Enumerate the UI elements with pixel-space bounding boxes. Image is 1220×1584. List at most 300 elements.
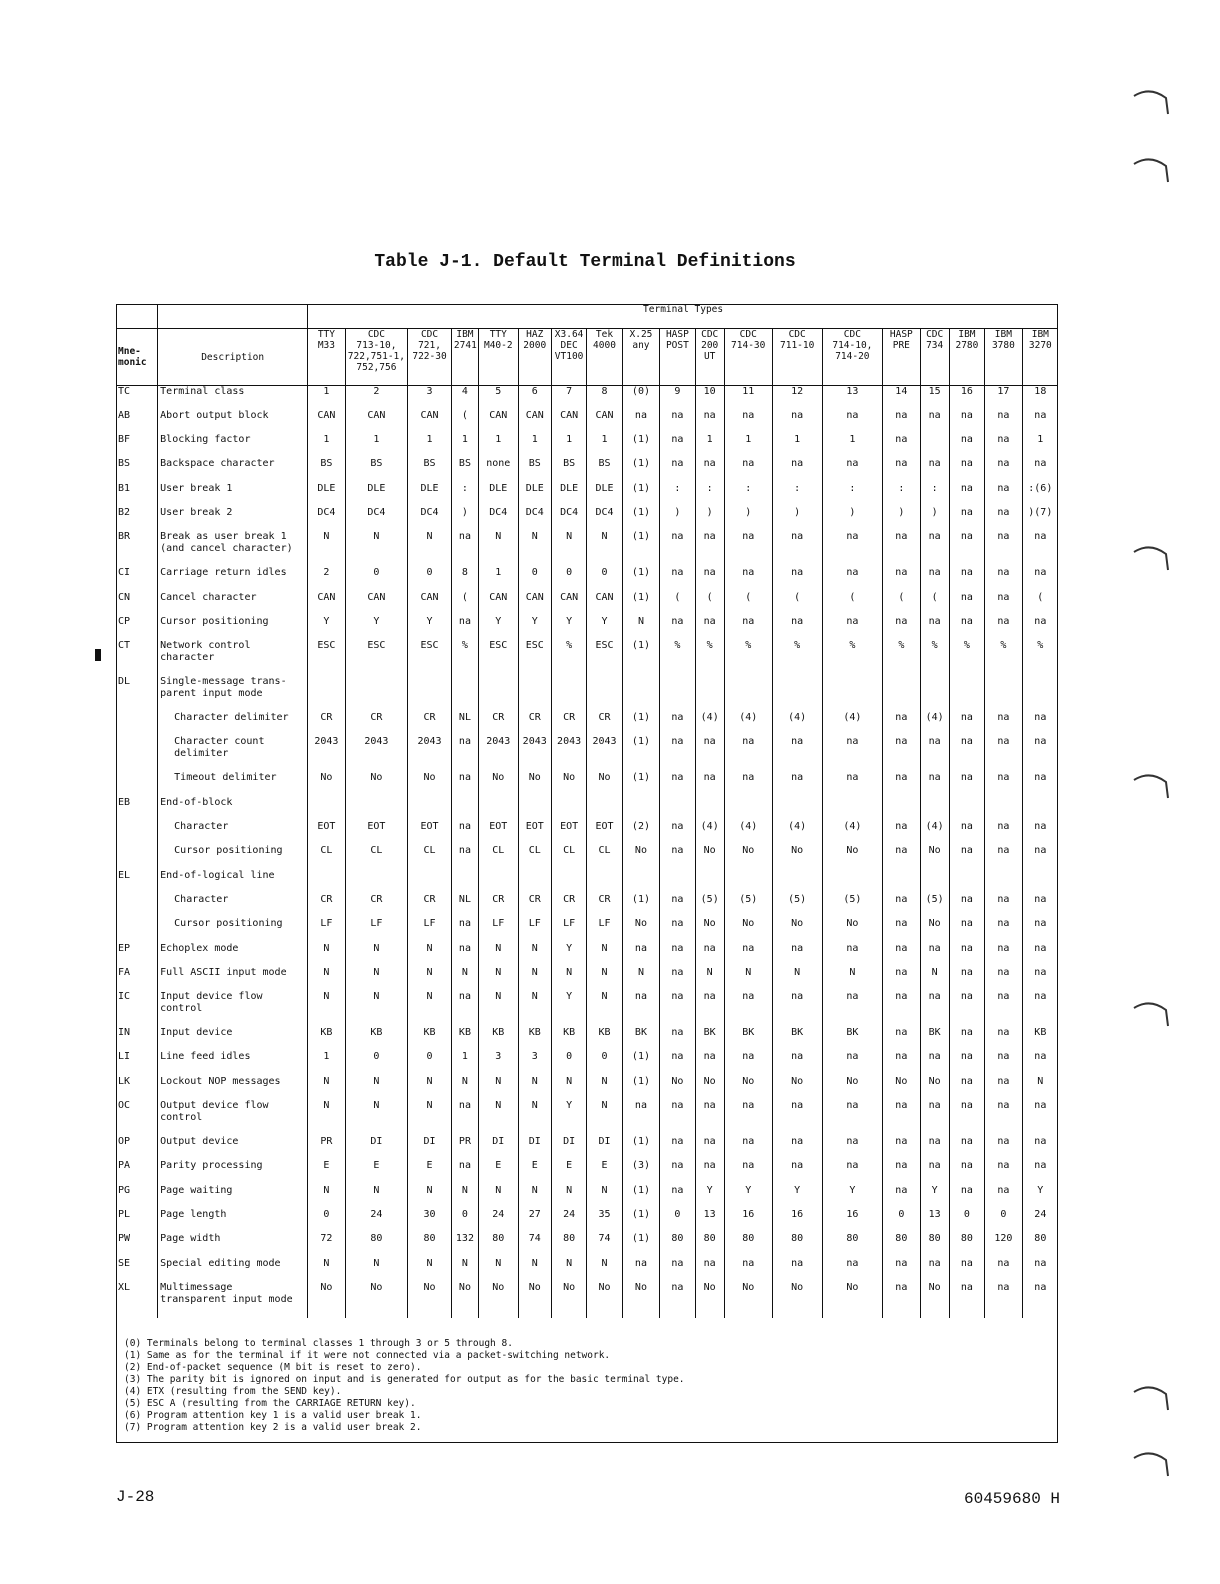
description-cell: Carriage return idles <box>158 567 308 591</box>
value-cell: N <box>518 1258 551 1282</box>
value-cell <box>985 797 1023 821</box>
value-cell: na <box>985 1051 1023 1075</box>
value-cell: na <box>985 967 1023 991</box>
value-cell: na <box>920 531 949 567</box>
table-row <box>116 386 1058 410</box>
value-cell: 24 <box>478 1209 518 1233</box>
value-cell: 27 <box>518 1209 551 1233</box>
value-cell: ) <box>822 507 882 531</box>
value-cell: EOT <box>518 821 551 845</box>
table-row <box>116 821 1058 845</box>
value-cell: 2043 <box>551 736 586 772</box>
value-cell: (5) <box>920 894 949 918</box>
value-cell: No <box>518 772 551 796</box>
value-cell: 16 <box>822 1209 882 1233</box>
value-cell: EOT <box>345 821 408 845</box>
value-cell: 1 <box>345 434 408 458</box>
value-cell: na <box>883 821 921 845</box>
value-cell: 16 <box>724 1209 772 1233</box>
value-cell <box>587 676 622 712</box>
value-cell: 8 <box>587 386 622 410</box>
mnemonic-cell: CT <box>118 640 131 652</box>
value-cell: na <box>1022 458 1058 482</box>
value-cell: 14 <box>883 386 921 410</box>
value-cell: % <box>695 640 724 676</box>
value-cell: ( <box>1022 592 1058 616</box>
value-cell: na <box>883 1160 921 1184</box>
value-cell: N <box>478 943 518 967</box>
table-row <box>116 1136 1058 1160</box>
value-cell: CAN <box>551 592 586 616</box>
value-cell: DC4 <box>308 507 346 531</box>
value-cell: N <box>308 943 346 967</box>
mnemonic-cell <box>116 918 158 942</box>
value-cell: : <box>695 483 724 507</box>
table-row <box>116 1160 1058 1184</box>
mnemonic-cell: PG <box>118 1184 131 1196</box>
value-cell: na <box>660 967 695 991</box>
table-row <box>116 567 1058 591</box>
table-row <box>116 991 1058 1027</box>
value-cell <box>408 797 452 821</box>
value-cell: DI <box>345 1136 408 1160</box>
value-cell: % <box>660 640 695 676</box>
description-cell: Abort output block <box>158 410 308 434</box>
value-cell: BK <box>695 1027 724 1051</box>
value-cell: na <box>695 567 724 591</box>
value-cell: 80 <box>660 1233 695 1257</box>
document-number: 60459680 H <box>963 1490 1060 1508</box>
value-cell: No <box>695 1076 724 1100</box>
value-cell: KB <box>408 1027 452 1051</box>
value-cell: na <box>883 1051 921 1075</box>
value-cell: N <box>478 1100 518 1136</box>
value-cell: na <box>920 991 949 1027</box>
table-row <box>116 531 1058 567</box>
value-cell: na <box>822 1100 882 1136</box>
value-cell: Y <box>587 616 622 640</box>
value-cell <box>772 676 822 712</box>
description-cell: Cursor positioning <box>158 616 308 640</box>
value-cell <box>451 676 478 712</box>
footnote: (0) Terminals belong to terminal classes 1 through 3 or 5 through 8. <box>124 1338 513 1349</box>
value-cell: N <box>345 943 408 967</box>
value-cell: No <box>772 1076 822 1100</box>
value-cell: 0 <box>308 1209 346 1233</box>
value-cell: na <box>1022 712 1058 736</box>
value-cell: CR <box>345 712 408 736</box>
mnemonic-cell <box>116 712 158 736</box>
value-cell: (1) <box>622 894 660 918</box>
value-cell: (0) <box>622 386 660 410</box>
value-cell: ( <box>883 592 921 616</box>
value-cell: (1) <box>622 592 660 616</box>
terminal-type-header: CDC 713-10, 722,751-1, 752,756 <box>345 329 408 386</box>
value-cell: N <box>518 1100 551 1136</box>
value-cell: N <box>308 531 346 567</box>
value-cell <box>518 870 551 894</box>
value-cell: 12 <box>772 386 822 410</box>
value-cell: na <box>1022 967 1058 991</box>
value-cell <box>883 870 921 894</box>
value-cell: 6 <box>518 386 551 410</box>
value-cell: na <box>949 736 984 772</box>
value-cell: na <box>451 736 478 772</box>
value-cell: 0 <box>408 1051 452 1075</box>
value-cell: EOT <box>587 821 622 845</box>
value-cell: No <box>883 1076 921 1100</box>
value-cell <box>660 676 695 712</box>
value-cell: 1 <box>587 434 622 458</box>
value-cell: No <box>822 1282 882 1318</box>
value-cell <box>587 870 622 894</box>
terminal-type-header: IBM 2780 <box>949 329 984 386</box>
value-cell: DLE <box>587 483 622 507</box>
value-cell: 2043 <box>308 736 346 772</box>
value-cell: DLE <box>551 483 586 507</box>
value-cell: BK <box>822 1027 882 1051</box>
description-cell: Character <box>158 821 308 845</box>
description-cell: Backspace character <box>158 458 308 482</box>
value-cell: CAN <box>587 592 622 616</box>
footnote: (5) ESC A (resulting from the CARRIAGE RETURN key). <box>124 1398 416 1409</box>
value-cell: na <box>724 1258 772 1282</box>
table-title: Table J-1. Default Terminal Definitions <box>374 252 796 272</box>
value-cell <box>1022 797 1058 821</box>
value-cell: CR <box>308 894 346 918</box>
mnemonic-cell <box>116 894 158 918</box>
table-row <box>116 410 1058 434</box>
value-cell: No <box>478 772 518 796</box>
value-cell: ( <box>451 410 478 434</box>
value-cell: na <box>949 918 984 942</box>
value-cell: Y <box>695 1185 724 1209</box>
value-cell: N <box>345 531 408 567</box>
value-cell: na <box>1022 410 1058 434</box>
value-cell: na <box>985 894 1023 918</box>
value-cell: CL <box>587 845 622 869</box>
value-cell: na <box>920 1160 949 1184</box>
value-cell: 1 <box>695 434 724 458</box>
value-cell: % <box>1022 640 1058 676</box>
value-cell: N <box>451 1185 478 1209</box>
description-header: Description <box>158 329 308 386</box>
value-cell: DLE <box>408 483 452 507</box>
value-cell: na <box>822 1051 882 1075</box>
description-cell: End-of-block <box>158 797 308 821</box>
value-cell: na <box>695 531 724 567</box>
value-cell: CAN <box>408 592 452 616</box>
table-row <box>116 1051 1058 1075</box>
value-cell: (1) <box>622 434 660 458</box>
table-row <box>116 736 1058 772</box>
terminal-type-header: HASP POST <box>660 329 695 386</box>
value-cell: (1) <box>622 712 660 736</box>
value-cell: N <box>478 531 518 567</box>
value-cell: na <box>660 894 695 918</box>
value-cell: N <box>451 1258 478 1282</box>
value-cell: na <box>772 943 822 967</box>
mnemonic-cell: IN <box>118 1027 131 1039</box>
value-cell: ( <box>660 592 695 616</box>
value-cell: : <box>772 483 822 507</box>
value-cell: na <box>949 1027 984 1051</box>
value-cell: (5) <box>695 894 724 918</box>
value-cell: N <box>478 1258 518 1282</box>
terminal-type-header: IBM 3780 <box>985 329 1023 386</box>
table-row <box>116 894 1058 918</box>
value-cell <box>518 676 551 712</box>
mnemonic-cell: LK <box>118 1075 131 1087</box>
value-cell: na <box>660 918 695 942</box>
value-cell: na <box>660 458 695 482</box>
value-cell <box>408 676 452 712</box>
value-cell: N <box>551 967 586 991</box>
value-cell: (5) <box>772 894 822 918</box>
value-cell: No <box>622 918 660 942</box>
value-cell: na <box>920 1258 949 1282</box>
value-cell: % <box>551 640 586 676</box>
value-cell: : <box>724 483 772 507</box>
mnemonic-cell: B2 <box>118 506 131 518</box>
table-row <box>116 1100 1058 1136</box>
value-cell: na <box>724 410 772 434</box>
value-cell: 0 <box>883 1209 921 1233</box>
footnote: (6) Program attention key 1 is a valid user break 1. <box>124 1410 422 1421</box>
value-cell: No <box>660 1076 695 1100</box>
value-cell <box>587 797 622 821</box>
value-cell: na <box>1022 894 1058 918</box>
mnemonic-cell: XL <box>118 1281 131 1293</box>
value-cell: na <box>822 1160 882 1184</box>
value-cell <box>724 797 772 821</box>
value-cell: na <box>883 434 921 458</box>
value-cell: na <box>985 943 1023 967</box>
footnote: (1) Same as for the terminal if it were not connected via a packet-switching network. <box>124 1350 611 1361</box>
value-cell: (4) <box>822 712 882 736</box>
value-cell: N <box>308 1100 346 1136</box>
value-cell <box>408 870 452 894</box>
value-cell: No <box>551 1282 586 1318</box>
value-cell <box>695 797 724 821</box>
value-cell: na <box>822 410 882 434</box>
value-cell: 74 <box>587 1233 622 1257</box>
mnemonic-cell: CN <box>118 591 131 603</box>
value-cell <box>451 797 478 821</box>
value-cell: No <box>308 1282 346 1318</box>
value-cell: Y <box>551 616 586 640</box>
description-cell: User break 1 <box>158 483 308 507</box>
value-cell: 9 <box>660 386 695 410</box>
value-cell: N <box>408 1258 452 1282</box>
value-cell: 1 <box>478 567 518 591</box>
value-cell: No <box>551 772 586 796</box>
value-cell: N <box>587 1185 622 1209</box>
value-cell: 16 <box>949 386 984 410</box>
value-cell: 2043 <box>518 736 551 772</box>
value-cell: (4) <box>822 821 882 845</box>
value-cell: na <box>660 531 695 567</box>
value-cell: na <box>949 1136 984 1160</box>
value-cell: No <box>587 772 622 796</box>
table-row <box>116 676 1058 712</box>
value-cell: 1 <box>308 434 346 458</box>
value-cell: ) <box>772 507 822 531</box>
value-cell: N <box>345 1185 408 1209</box>
value-cell: N <box>408 1185 452 1209</box>
value-cell: N <box>408 943 452 967</box>
value-cell: na <box>695 1100 724 1136</box>
value-cell: BK <box>920 1027 949 1051</box>
value-cell: No <box>772 1282 822 1318</box>
value-cell: 0 <box>551 1051 586 1075</box>
value-cell <box>308 797 346 821</box>
value-cell: 15 <box>920 386 949 410</box>
footnote: (3) The parity bit is ignored on input and is generated for output as for the basic terminal type. <box>124 1374 685 1385</box>
value-cell: na <box>883 458 921 482</box>
value-cell: CR <box>478 712 518 736</box>
value-cell: na <box>622 410 660 434</box>
value-cell: 0 <box>551 567 586 591</box>
value-cell: ( <box>695 592 724 616</box>
table-row <box>116 943 1058 967</box>
value-cell: na <box>660 616 695 640</box>
table-row <box>116 918 1058 942</box>
value-cell: na <box>695 458 724 482</box>
value-cell: 35 <box>587 1209 622 1233</box>
value-cell: na <box>695 616 724 640</box>
value-cell: na <box>772 772 822 796</box>
value-cell: na <box>985 712 1023 736</box>
value-cell: No <box>920 918 949 942</box>
value-cell: Y <box>1022 1185 1058 1209</box>
value-cell: na <box>1022 531 1058 567</box>
value-cell: % <box>920 640 949 676</box>
value-cell: N <box>518 1076 551 1100</box>
value-cell: na <box>660 1136 695 1160</box>
value-cell: na <box>695 1160 724 1184</box>
value-cell <box>345 676 408 712</box>
value-cell: N <box>551 531 586 567</box>
value-cell: 1 <box>478 434 518 458</box>
value-cell: na <box>883 1258 921 1282</box>
value-cell: PR <box>451 1136 478 1160</box>
mnemonic-cell <box>116 772 158 796</box>
value-cell: Y <box>920 1185 949 1209</box>
value-cell <box>518 797 551 821</box>
mnemonic-cell: EB <box>118 796 131 808</box>
value-cell: DLE <box>308 483 346 507</box>
value-cell: N <box>408 531 452 567</box>
binder-hole-mark <box>1132 88 1172 116</box>
value-cell: E <box>345 1160 408 1184</box>
value-cell: NL <box>451 894 478 918</box>
value-cell: 30 <box>408 1209 452 1233</box>
description-cell: Full ASCII input mode <box>158 967 308 991</box>
value-cell: No <box>822 845 882 869</box>
value-cell: N <box>695 967 724 991</box>
table-row <box>116 640 1058 676</box>
value-cell: Y <box>724 1185 772 1209</box>
table-row <box>116 712 1058 736</box>
value-cell: na <box>660 1185 695 1209</box>
value-cell: DLE <box>518 483 551 507</box>
value-cell <box>822 870 882 894</box>
value-cell: na <box>772 410 822 434</box>
description-cell: Lockout NOP messages <box>158 1076 308 1100</box>
value-cell: 24 <box>345 1209 408 1233</box>
value-cell: N <box>345 1258 408 1282</box>
value-cell <box>985 676 1023 712</box>
value-cell: % <box>772 640 822 676</box>
value-cell: na <box>985 567 1023 591</box>
value-cell: na <box>1022 1051 1058 1075</box>
value-cell: na <box>724 1136 772 1160</box>
value-cell: na <box>451 918 478 942</box>
value-cell <box>920 676 949 712</box>
value-cell: N <box>451 967 478 991</box>
value-cell: (1) <box>622 640 660 676</box>
value-cell: 2043 <box>478 736 518 772</box>
value-cell <box>695 676 724 712</box>
description-cell: Timeout delimiter <box>158 772 308 796</box>
value-cell: (4) <box>772 712 822 736</box>
value-cell: DI <box>518 1136 551 1160</box>
value-cell: (4) <box>695 821 724 845</box>
value-cell: DLE <box>345 483 408 507</box>
value-cell: 2043 <box>345 736 408 772</box>
value-cell: KB <box>478 1027 518 1051</box>
value-cell: 2043 <box>587 736 622 772</box>
table-row <box>116 1076 1058 1100</box>
value-cell <box>883 676 921 712</box>
value-cell <box>949 676 984 712</box>
value-cell: na <box>985 1160 1023 1184</box>
mnemonic-cell <box>116 736 158 772</box>
value-cell: CR <box>518 894 551 918</box>
terminal-type-header: IBM 3270 <box>1022 329 1058 386</box>
value-cell: N <box>822 967 882 991</box>
description-cell: Cursor positioning <box>158 918 308 942</box>
value-cell: CAN <box>478 410 518 434</box>
value-cell: na <box>451 943 478 967</box>
value-cell: na <box>949 507 984 531</box>
value-cell: na <box>985 458 1023 482</box>
value-cell <box>308 676 346 712</box>
value-cell: 80 <box>949 1233 984 1257</box>
value-cell: Y <box>478 616 518 640</box>
value-cell: na <box>985 434 1023 458</box>
value-cell: DC4 <box>518 507 551 531</box>
value-cell <box>551 870 586 894</box>
value-cell: N <box>518 967 551 991</box>
mnemonic-cell <box>116 845 158 869</box>
value-cell <box>920 434 949 458</box>
value-cell: NL <box>451 712 478 736</box>
value-cell: na <box>985 918 1023 942</box>
value-cell: na <box>1022 736 1058 772</box>
value-cell: na <box>1022 918 1058 942</box>
value-cell: N <box>478 991 518 1027</box>
value-cell: 0 <box>949 1209 984 1233</box>
terminal-type-header: CDC 200 UT <box>695 329 724 386</box>
value-cell: na <box>985 1282 1023 1318</box>
value-cell: BS <box>451 458 478 482</box>
value-cell: 80 <box>822 1233 882 1257</box>
value-cell: EOT <box>308 821 346 845</box>
value-cell: 4 <box>451 386 478 410</box>
value-cell <box>822 797 882 821</box>
